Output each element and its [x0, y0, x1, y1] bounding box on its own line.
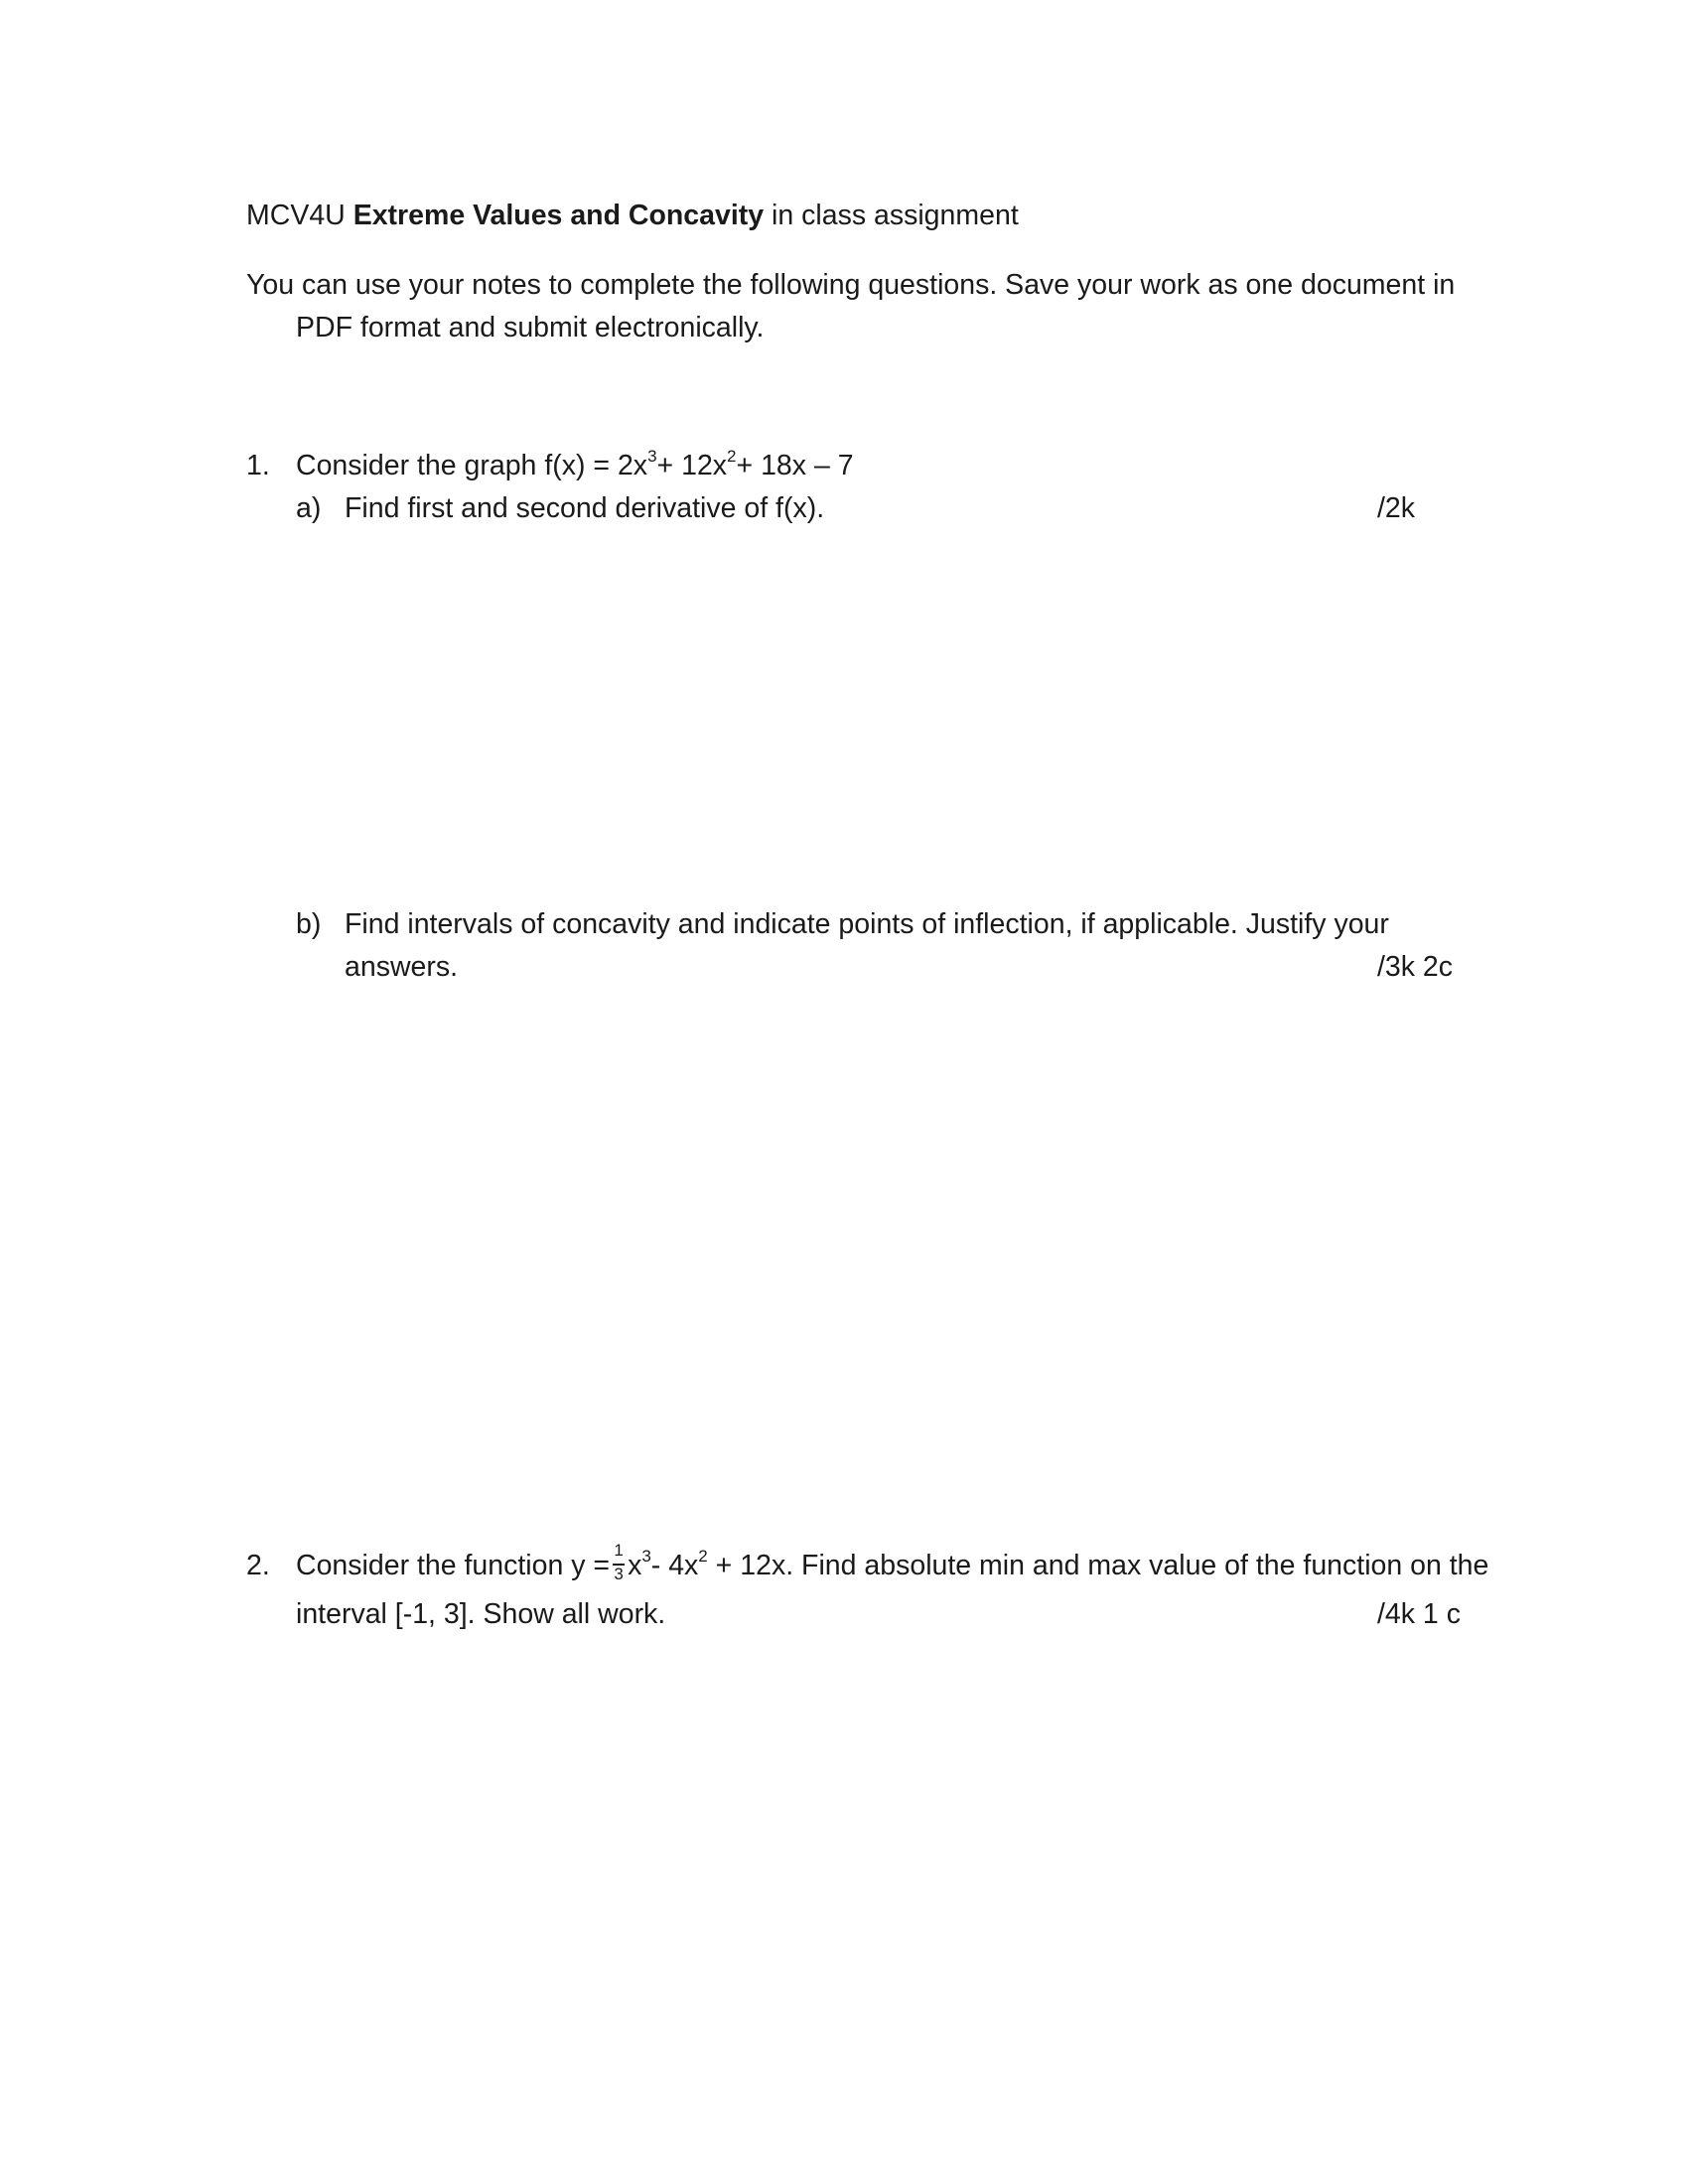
q1-exp-2: 2	[727, 446, 737, 466]
instructions-line-2: PDF format and submit electronically.	[296, 312, 765, 343]
title-line	[246, 199, 1019, 232]
q1-stem-mid: + 12x	[656, 450, 728, 481]
assignment-title: Extreme Values and Concavity	[352, 200, 765, 231]
q1a-label: a)	[296, 492, 322, 524]
q2-exp-2: 2	[698, 1546, 708, 1566]
q2-prefix: Consider the function y =	[296, 1550, 611, 1581]
q2-suffix: + 12x. Find absolute min and max value of the function on the	[707, 1550, 1489, 1581]
instructions-line-1: You can use your notes to complete the following questions. Save your work as one document in	[246, 269, 1456, 301]
q2-line-2: interval [-1, 3]. Show all work.	[296, 1598, 666, 1630]
q2-frac-denominator: 3	[614, 1565, 624, 1584]
q1b-marks: /3k 2c	[1377, 951, 1454, 983]
assignment-subtitle: in class assignment	[772, 200, 1019, 231]
q1a-marks: /2k	[1377, 492, 1416, 524]
q2-stem	[296, 1541, 1489, 1584]
q1b-text-line-2: answers.	[345, 951, 459, 983]
q1-stem-suffix: + 18x – 7	[736, 450, 854, 481]
course-code: MCV4U	[246, 200, 346, 231]
q1-stem	[296, 446, 854, 482]
q2-marks: /4k 1 c	[1377, 1598, 1461, 1630]
q2-x-part: x	[628, 1550, 642, 1581]
q1-number: 1.	[246, 450, 270, 481]
q2-exp-1: 3	[641, 1546, 651, 1566]
q2-frac-numerator: 1	[614, 1541, 624, 1561]
q1b-text-line-1: Find intervals of concavity and indicate points of inflection, if applicable. Justify your	[345, 908, 1389, 940]
q2-number: 2.	[246, 1550, 270, 1581]
q2-fraction	[612, 1541, 626, 1584]
q1-exp-1: 3	[647, 446, 657, 466]
q1a-text: Find first and second derivative of f(x).	[345, 492, 825, 524]
q1b-label: b)	[296, 908, 322, 940]
q2-mid: - 4x	[650, 1550, 699, 1581]
q1-stem-prefix: Consider the graph f(x) = 2x	[296, 450, 648, 481]
